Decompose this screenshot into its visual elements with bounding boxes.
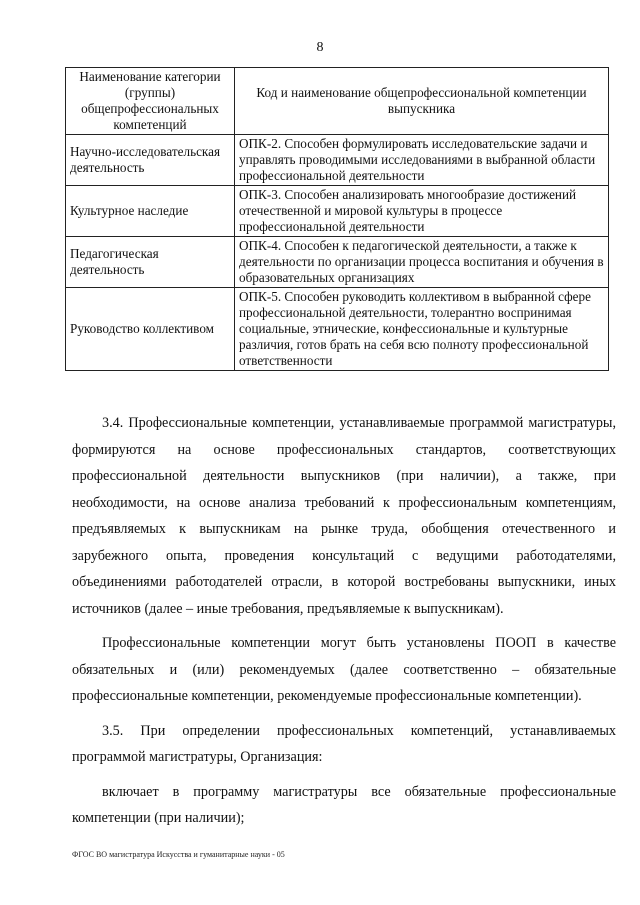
paragraph-3-5: 3.5. При определении профессиональных компетенций, устанавливаемых программой магистратуры, Организация: [72,722,616,765]
header-category: Наименование категории (группы) общепрофессиональных компетенций [66,68,235,135]
row-competence: ОПК-4. Способен к педагогической деятельности, а также к деятельности по организации процесса воспитания и обучения в образовательных организациях [235,237,609,288]
competence-table [65,67,609,371]
paragraph-3-4: 3.4. Профессиональные компетенции, устанавливаемые программой магистратуры, формируются на основе профессиональных стандартов, соответствующих профессиональной деятельности выпускников (при наличии), а также, при необходимости, на основе анализа требований к профессиональным компетенциям, предъявляемых к выпускникам на рынке труда, обобщения отечественного и зарубежного опыта, проведения консультаций с ведущими работодателями, объединениями работодателей отрасли, в которой востребованы выпускники, иных источников (далее – иные требования, предъявляемые к выпускникам). [72,415,616,617]
row-competence: ОПК-2. Способен формулировать исследовательские задачи и управлять проводимыми исследованиями в выбранной области профессиональной деятельности [235,135,609,186]
row-category: Культурное наследие [66,186,235,237]
row-category: Научно-исследовательская деятельность [66,135,235,186]
row-competence: ОПК-3. Способен анализировать многообразие достижений отечественной и мировой культуры в процессе профессиональной деятельности [235,186,609,237]
header-competence: Код и наименование общепрофессиональной компетенции выпускника [235,68,609,135]
row-category: Педагогическая деятельность [66,237,235,288]
table-row [66,288,609,371]
row-category: Руководство коллективом [66,288,235,371]
table-row [66,135,609,186]
table-row [66,237,609,288]
body-text [72,410,616,840]
table-row [66,186,609,237]
row-competence: ОПК-5. Способен руководить коллективом в выбранной сфере профессиональной деятельности, толерантно воспринимая социальные, этнические, конфессиональные и культурные различия, готов брать на себя всю полноту профессиональной ответственности [235,288,609,371]
paragraph-professional-competences: Профессиональные компетенции могут быть установлены ПООП в качестве обязательных и (или) рекомендуемых (далее соответственно – обязательные профессиональные компетенции, рекомендуемые профессиональные компетенции). [72,635,616,704]
page-number: 8 [316,40,324,55]
footer: ФГОС ВО магистратура Искусства и гуманитарные науки - 05 [72,850,285,859]
table-header-row [66,68,609,135]
paragraph-includes: включает в программу магистратуры все обязательные профессиональные компетенции (при наличии); [72,783,616,826]
